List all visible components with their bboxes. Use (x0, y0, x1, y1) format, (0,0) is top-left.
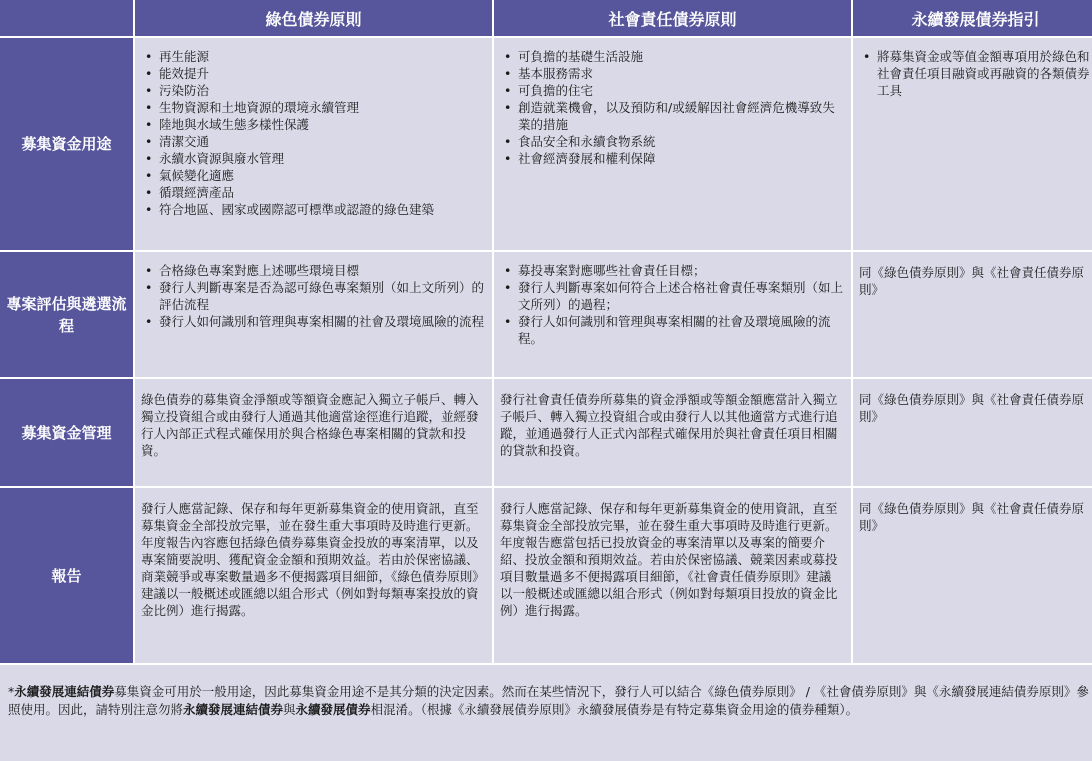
list-item: • 能效提升 (141, 65, 484, 82)
cell-text: 發行人應當記錄、保存和每年更新募集資金的使用資訊，直至募集資金全部投放完畢，並在發生重大事項時及時進行更新。年度報告應當包括已投放資金的專案清單以及專案的簡要介紹、投放金額和預期效益。若由於保密協議、競業因素或募投項目數量過多不便揭露項目細節，《社會責任債券原則》建議以一般概述或匯總以組合形式（例如對每類項目投放的資金比例）進行揭露。 (500, 501, 838, 618)
list-item: • 發行人判斷專案如何符合上述合格社會責任專案類別（如上文所列）的過程； (500, 279, 843, 313)
cell-text: 發行人應當記錄、保存和每年更新募集資金的使用資訊，直至募集資金全部投放完畢，並在發生重大事項時及時進行更新。年度報告內容應包括綠色債券募集資金投放的專案清單，以及專案簡要說明、獲配資金金額和預期效益。若由於保密協議、商業競爭或專案數量過多不便揭露項目細節，《綠色債券原則》建議以一般概述或匯總以組合形式（例如對每類專案投放的資金比例）進行揭露。 (141, 501, 479, 618)
cell-social-management-of-proceeds (494, 379, 851, 486)
cell-sustainability-project-evaluation (853, 252, 1092, 377)
green-evaluation-list (141, 262, 484, 330)
social-evaluation-list (500, 262, 843, 347)
footnote-text: 相混淆。（根據《永續發展債券原則》永續發展債券是有特定募集資金用途的債券種類）。 (370, 702, 859, 717)
social-categories-list (500, 48, 843, 167)
list-item: • 創造就業機會，以及預防和/或緩解因社會經濟危機導致失業的措施 (500, 99, 843, 133)
cell-social-project-evaluation (494, 252, 851, 377)
cell-green-project-evaluation (135, 252, 492, 377)
list-item: • 再生能源 (141, 48, 484, 65)
footnote-text: 募集資金可用於一般用途，因此募集資金用途不是其分類的決定因素。然而在某些情況下，發行人可以結合《綠色債券原則》 / 《社會債券原則》與《永續發展連結債券原則》參照使用。因此，請特別注意勿將 (8, 684, 1089, 717)
footnote-bold-term: 永續發展連結債券 (183, 702, 284, 717)
cell-sustainability-use-of-proceeds (853, 38, 1092, 250)
header-green-bond-principles: 綠色債券原則 (135, 0, 492, 36)
footnote-text: 與 (283, 702, 296, 717)
header-social-bond-principles: 社會責任債券原則 (494, 0, 851, 36)
cell-sustainability-reporting (853, 488, 1092, 663)
row-label-use-of-proceeds: 募集資金用途 (0, 38, 133, 250)
cell-text: 同《綠色債券原則》與《社會責任債券原則》 (859, 392, 1085, 424)
list-item: • 可負擔的住宅 (500, 82, 843, 99)
list-item: • 污染防治 (141, 82, 484, 99)
header-corner (0, 0, 133, 36)
cell-green-reporting (135, 488, 492, 663)
list-item: • 符合地區、國家或國際認可標準或認證的綠色建築 (141, 201, 484, 218)
footnote-asterisk: * (8, 684, 15, 699)
list-item: • 循環經濟產品 (141, 184, 484, 201)
list-item: • 發行人如何識別和管理與專案相關的社會及環境風險的流程。 (500, 313, 843, 347)
list-item: • 募投專案對應哪些社會責任目標； (500, 262, 843, 279)
cell-sustainability-management-of-proceeds (853, 379, 1092, 486)
green-categories-list (141, 48, 484, 218)
list-item: • 永續水資源與廢水管理 (141, 150, 484, 167)
cell-text: 綠色債券的募集資金淨額或等額資金應記入獨立子帳戶、轉入獨立投資組合或由發行人通過其他適當途徑進行追蹤，並經發行人內部正式程式確保用於與合格綠色專案相關的貸款和投資。 (141, 392, 479, 458)
list-item: • 社會經濟發展和權利保障 (500, 150, 843, 167)
header-sustainability-bond-guidelines: 永續發展債券指引 (853, 0, 1092, 36)
list-item: • 可負擔的基礎生活設施 (500, 48, 843, 65)
cell-social-reporting (494, 488, 851, 663)
list-item: • 將募集資金或等值金額專項用於綠色和社會責任項目融資或再融資的各類債券工具 (859, 48, 1090, 99)
cell-text: 同《綠色債券原則》與《社會責任債券原則》 (859, 265, 1085, 297)
footnote-bold-term: 永續發展連結債券 (14, 684, 115, 699)
cell-green-use-of-proceeds (135, 38, 492, 250)
list-item: • 生物資源和土地資源的環境永續管理 (141, 99, 484, 116)
row-label-reporting: 報告 (0, 488, 133, 663)
cell-text: 同《綠色債券原則》與《社會責任債券原則》 (859, 501, 1085, 533)
sustainability-categories-list (859, 48, 1090, 99)
cell-social-use-of-proceeds (494, 38, 851, 250)
footnote (0, 665, 1092, 761)
row-label-management-of-proceeds: 募集資金管理 (0, 379, 133, 486)
row-label-project-evaluation: 專案評估與遴選流程 (0, 252, 133, 377)
list-item: • 基本服務需求 (500, 65, 843, 82)
footnote-bold-term: 永續發展債券 (295, 702, 371, 717)
list-item: • 食品安全和永續食物系統 (500, 133, 843, 150)
list-item: • 氣候變化適應 (141, 167, 484, 184)
list-item: • 發行人如何識別和管理與專案相關的社會及環境風險的流程 (141, 313, 484, 330)
list-item: • 發行人判斷專案是否為認可綠色專案類別（如上文所列）的評估流程 (141, 279, 484, 313)
cell-green-management-of-proceeds (135, 379, 492, 486)
list-item: • 陸地與水域生態多樣性保護 (141, 116, 484, 133)
list-item: • 清潔交通 (141, 133, 484, 150)
cell-text: 發行社會責任債券所募集的資金淨額或等額金額應當計入獨立子帳戶、轉入獨立投資組合或由發行人以其他適當方式進行追蹤，並通過發行人正式內部程式確保用於與社會責任項目相關的貸款和投資。 (500, 392, 838, 458)
list-item: • 合格綠色專案對應上述哪些環境目標 (141, 262, 484, 279)
